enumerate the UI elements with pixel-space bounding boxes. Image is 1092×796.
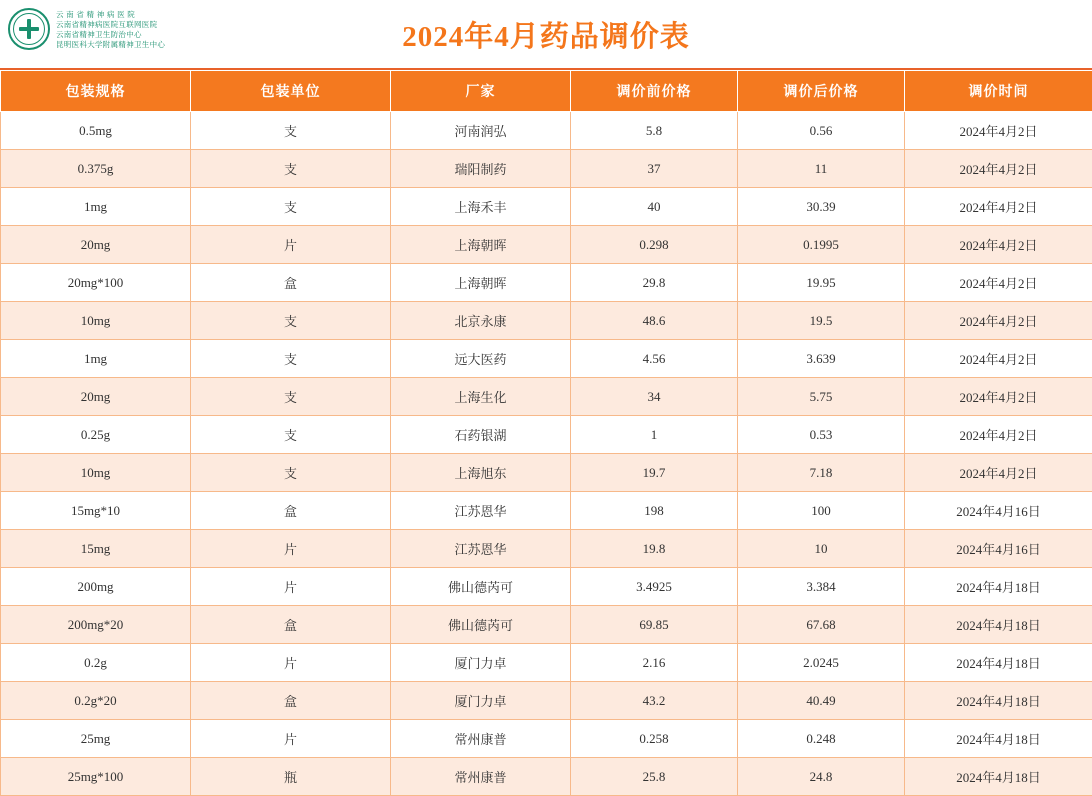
cell-unit: 支 [191,416,391,454]
cell-manufacturer: 上海旭东 [391,454,571,492]
cell-price-after: 3.639 [738,340,905,378]
cell-date: 2024年4月2日 [905,112,1092,150]
cell-date: 2024年4月18日 [905,682,1092,720]
column-header-manufacturer: 厂家 [391,71,571,112]
cell-date: 2024年4月2日 [905,302,1092,340]
cell-price-after: 2.0245 [738,644,905,682]
cell-price-after: 67.68 [738,606,905,644]
cell-spec: 15mg [1,530,191,568]
cell-price-after: 24.8 [738,758,905,796]
cell-spec: 25mg [1,720,191,758]
cell-price-after: 10 [738,530,905,568]
column-header-spec: 包装规格 [1,71,191,112]
cell-price-before: 2.16 [571,644,738,682]
cell-manufacturer: 远大医药 [391,340,571,378]
cell-unit: 支 [191,150,391,188]
cell-date: 2024年4月2日 [905,264,1092,302]
cell-date: 2024年4月18日 [905,568,1092,606]
cell-price-after: 30.39 [738,188,905,226]
cell-spec: 15mg*10 [1,492,191,530]
cell-unit: 盒 [191,682,391,720]
cell-spec: 20mg [1,226,191,264]
hospital-name-line-1: 云 南 省 精 神 病 医 院 [56,10,165,19]
cell-date: 2024年4月2日 [905,226,1092,264]
cell-unit: 盒 [191,492,391,530]
column-header-unit: 包装单位 [191,71,391,112]
cell-manufacturer: 江苏恩华 [391,492,571,530]
cell-price-before: 37 [571,150,738,188]
cell-spec: 1mg [1,188,191,226]
cell-manufacturer: 常州康普 [391,720,571,758]
cell-price-before: 29.8 [571,264,738,302]
cell-price-before: 25.8 [571,758,738,796]
cell-date: 2024年4月2日 [905,454,1092,492]
cell-price-after: 100 [738,492,905,530]
table-row [1,758,1092,796]
cell-price-before: 0.258 [571,720,738,758]
cell-date: 2024年4月16日 [905,492,1092,530]
cell-date: 2024年4月2日 [905,150,1092,188]
table-row [1,112,1092,150]
cell-manufacturer: 厦门力卓 [391,682,571,720]
cell-price-after: 3.384 [738,568,905,606]
cell-spec: 200mg [1,568,191,606]
cell-price-after: 19.5 [738,302,905,340]
cell-price-after: 0.248 [738,720,905,758]
cell-unit: 支 [191,378,391,416]
cell-price-before: 34 [571,378,738,416]
cell-price-after: 19.95 [738,264,905,302]
cell-price-before: 48.6 [571,302,738,340]
table-row [1,606,1092,644]
cell-manufacturer: 佛山德芮可 [391,606,571,644]
cell-spec: 0.375g [1,150,191,188]
table-row [1,682,1092,720]
cell-price-before: 43.2 [571,682,738,720]
cell-price-before: 4.56 [571,340,738,378]
cell-spec: 0.5mg [1,112,191,150]
cell-spec: 0.2g*20 [1,682,191,720]
cell-unit: 支 [191,302,391,340]
cell-manufacturer: 上海禾丰 [391,188,571,226]
cell-price-after: 11 [738,150,905,188]
cell-price-after: 0.53 [738,416,905,454]
table-row [1,454,1092,492]
cell-manufacturer: 常州康普 [391,758,571,796]
table-body [1,112,1092,796]
cell-spec: 10mg [1,302,191,340]
cell-price-before: 1 [571,416,738,454]
column-header-price-before: 调价前价格 [571,71,738,112]
column-header-date: 调价时间 [905,71,1092,112]
table-row [1,226,1092,264]
cell-date: 2024年4月18日 [905,720,1092,758]
cell-spec: 1mg [1,340,191,378]
cell-date: 2024年4月16日 [905,530,1092,568]
page-title: 2024年4月药品调价表 [402,14,690,55]
cell-price-before: 19.7 [571,454,738,492]
cell-unit: 支 [191,454,391,492]
price-table [0,70,1092,796]
cell-date: 2024年4月2日 [905,378,1092,416]
table-row [1,492,1092,530]
hospital-name-line-2: 云南省精神病医院互联网医院 [56,20,165,29]
cell-manufacturer: 厦门力卓 [391,644,571,682]
table-row [1,720,1092,758]
table-row [1,150,1092,188]
cell-price-before: 69.85 [571,606,738,644]
hospital-name-line-4: 昆明医科大学附属精神卫生中心 [56,40,165,49]
cell-unit: 盒 [191,264,391,302]
table-row [1,416,1092,454]
column-header-price-after: 调价后价格 [738,71,905,112]
cell-date: 2024年4月18日 [905,758,1092,796]
cell-price-after: 40.49 [738,682,905,720]
cell-date: 2024年4月18日 [905,644,1092,682]
cell-price-before: 40 [571,188,738,226]
cell-spec: 20mg [1,378,191,416]
cell-manufacturer: 河南润弘 [391,112,571,150]
cell-price-after: 5.75 [738,378,905,416]
cell-spec: 20mg*100 [1,264,191,302]
cell-unit: 瓶 [191,758,391,796]
cell-spec: 0.2g [1,644,191,682]
cell-date: 2024年4月2日 [905,188,1092,226]
table-header-row [1,71,1092,112]
cell-manufacturer: 瑞阳制药 [391,150,571,188]
table-row [1,340,1092,378]
medical-cross-icon [8,8,50,50]
cell-spec: 25mg*100 [1,758,191,796]
table-row [1,568,1092,606]
cell-unit: 片 [191,530,391,568]
cell-spec: 200mg*20 [1,606,191,644]
cell-unit: 片 [191,226,391,264]
cell-manufacturer: 上海朝晖 [391,226,571,264]
cell-unit: 片 [191,644,391,682]
table-row [1,644,1092,682]
cell-date: 2024年4月2日 [905,340,1092,378]
cell-manufacturer: 石药银湖 [391,416,571,454]
table-row [1,378,1092,416]
document-header [0,0,1092,70]
hospital-logo [8,8,165,50]
cell-manufacturer: 北京永康 [391,302,571,340]
cell-date: 2024年4月18日 [905,606,1092,644]
table-row [1,302,1092,340]
table-row [1,530,1092,568]
cell-unit: 片 [191,568,391,606]
cell-price-before: 3.4925 [571,568,738,606]
cell-price-before: 5.8 [571,112,738,150]
cell-spec: 10mg [1,454,191,492]
cell-manufacturer: 上海生化 [391,378,571,416]
cell-price-before: 198 [571,492,738,530]
cell-unit: 支 [191,112,391,150]
hospital-name-line-3: 云南省精神卫生防治中心 [56,30,165,39]
cell-unit: 支 [191,340,391,378]
table-row [1,188,1092,226]
table-row [1,264,1092,302]
hospital-name-lines [56,10,165,49]
cell-unit: 支 [191,188,391,226]
cell-manufacturer: 上海朝晖 [391,264,571,302]
cell-manufacturer: 佛山德芮可 [391,568,571,606]
cell-manufacturer: 江苏恩华 [391,530,571,568]
cell-unit: 盒 [191,606,391,644]
cell-price-before: 19.8 [571,530,738,568]
cell-price-after: 0.1995 [738,226,905,264]
cell-price-before: 0.298 [571,226,738,264]
cell-spec: 0.25g [1,416,191,454]
cell-price-after: 7.18 [738,454,905,492]
cell-date: 2024年4月2日 [905,416,1092,454]
cell-price-after: 0.56 [738,112,905,150]
cell-unit: 片 [191,720,391,758]
